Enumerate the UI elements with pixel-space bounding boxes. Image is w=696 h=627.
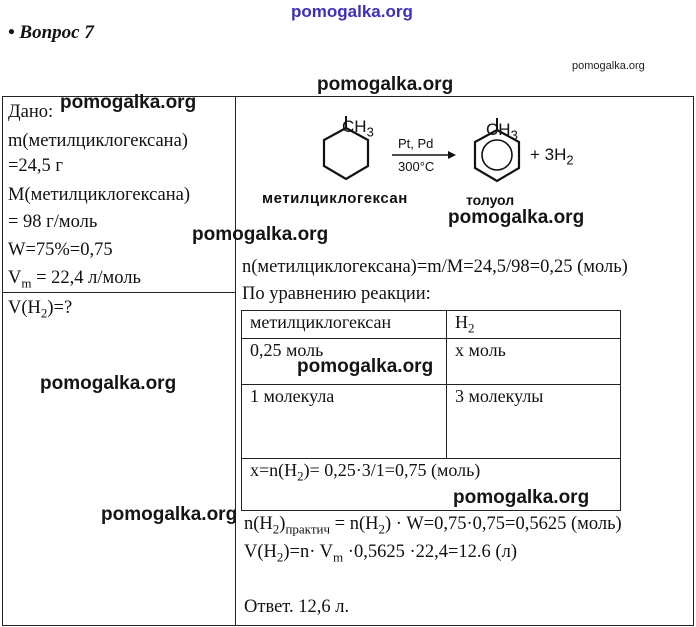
reactant-name: метилциклогексан: [262, 190, 408, 207]
answer-line: Ответ. 12,6 л.: [244, 597, 350, 617]
catalyst-label: Pt, Pd: [398, 136, 434, 151]
table-cell: 1 молекула: [242, 384, 447, 458]
given-vm: $V_m = 22,4$ л/моль: [8, 268, 141, 291]
methyl-label-product: $CH_3$: [486, 120, 518, 143]
table-cell: х моль: [447, 338, 621, 384]
table-cell: 0,25 моль: [242, 338, 447, 384]
table-row: [242, 384, 621, 458]
watermark-5: pomogalka.org: [101, 504, 238, 525]
watermark-6: pomogalka.org: [448, 207, 585, 228]
byproduct-label: + $3H_2$: [530, 145, 574, 168]
table-row: [242, 311, 621, 339]
product-name: толуол: [466, 192, 515, 208]
watermark-8: pomogalka.org: [453, 487, 590, 508]
watermark-2: pomogalka.org: [60, 92, 197, 113]
watermark-7: pomogalka.org: [297, 356, 434, 377]
practical-moles-line: $n(H_2)_{практич} = n(H_2) \cdot W=0,75\cdot 0,75=0,5625$ (моль): [244, 514, 622, 537]
by-equation-label: По уравнению реакции:: [242, 284, 431, 304]
question-title: • Вопрос 7: [8, 22, 94, 43]
aromatic-circle: [482, 140, 512, 170]
table-header-reactant: метилциклогексан: [242, 311, 447, 339]
given-line: W=75%=0,75: [8, 240, 113, 260]
moles-line: n(метилциклогексана)=m/M=24,5/98=0,25 (моль): [242, 257, 628, 277]
watermark-1: pomogalka.org: [317, 74, 454, 95]
given-line: =24,5 г: [8, 156, 64, 176]
given-line: М(метилциклогексана): [8, 185, 191, 205]
methyl-label-reactant: $CH_3$: [342, 117, 374, 140]
given-line: m(метилциклогексана): [8, 131, 188, 151]
given-line: = 98 г/моль: [8, 212, 98, 232]
temperature-label: 300°C: [398, 159, 435, 174]
watermark-4: pomogalka.org: [40, 373, 177, 394]
ratio-table: [241, 310, 621, 511]
watermark-top: pomogalka.org: [291, 2, 413, 21]
given-label: Дано:: [8, 102, 54, 122]
volume-line: $V(H_2)=n\cdot V_m \cdot 0,5625 \cdot 22,4=12.6$ (л): [244, 542, 517, 565]
table-header-h2: $H_2$: [447, 311, 621, 339]
frame-divider-vertical: [235, 96, 236, 626]
find-line: $V(H_2)=$?: [8, 298, 73, 321]
table-cell: 3 молекулы: [447, 384, 621, 458]
watermark-3: pomogalka.org: [192, 224, 329, 245]
watermark-small: pomogalka.org: [572, 60, 645, 72]
table-cell-x: $x=n(H_2)= 0,25\cdot 3/1=0,75$ (моль): [242, 458, 621, 510]
arrow-head: [448, 151, 456, 159]
